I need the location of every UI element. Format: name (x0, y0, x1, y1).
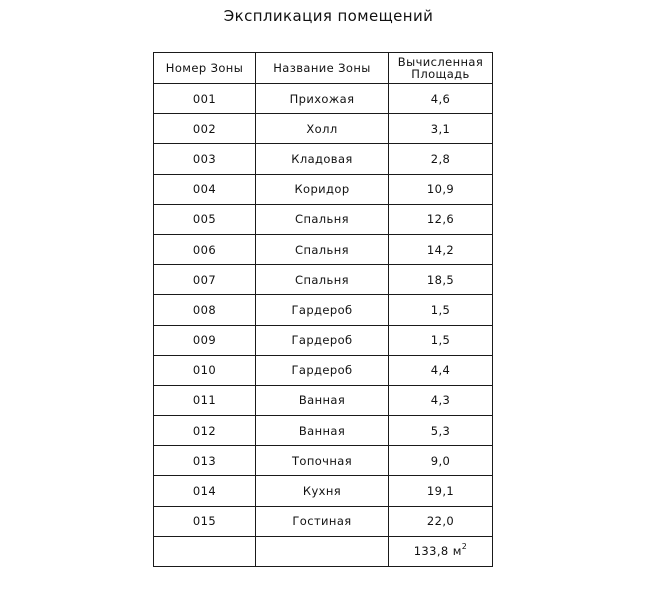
zone-number-cell: 003 (154, 144, 256, 174)
zone-number-cell: 014 (154, 476, 256, 506)
zone-area-cell: 4,6 (389, 84, 493, 114)
zone-area-cell: 9,0 (389, 446, 493, 476)
zone-name-cell: Спальня (256, 234, 389, 264)
zone-name-cell: Спальня (256, 265, 389, 295)
table-row (154, 114, 493, 144)
table-row (154, 265, 493, 295)
zone-number-cell: 013 (154, 446, 256, 476)
zone-number-cell: 004 (154, 174, 256, 204)
table-row (154, 476, 493, 506)
zone-area-cell: 4,4 (389, 355, 493, 385)
zone-area-cell: 19,1 (389, 476, 493, 506)
header-zone-number: Номер Зоны (154, 53, 256, 84)
zone-area-cell: 14,2 (389, 234, 493, 264)
zone-area-cell: 4,3 (389, 385, 493, 415)
table-row (154, 144, 493, 174)
zone-number-cell: 015 (154, 506, 256, 536)
zone-area-cell: 1,5 (389, 295, 493, 325)
zone-name-cell: Ванная (256, 416, 389, 446)
table-body (154, 84, 493, 537)
zone-area-cell: 12,6 (389, 204, 493, 234)
zone-area-cell: 18,5 (389, 265, 493, 295)
zone-name-cell: Кухня (256, 476, 389, 506)
zone-name-cell: Гардероб (256, 355, 389, 385)
rooms-table (153, 52, 493, 567)
total-row (154, 536, 493, 566)
header-area-line1: Вычисленная (397, 55, 484, 69)
zone-number-cell: 007 (154, 265, 256, 295)
zone-number-cell: 008 (154, 295, 256, 325)
header-zone-name: Название Зоны (256, 53, 389, 84)
total-number-cell (154, 536, 256, 566)
zone-number-cell: 001 (154, 84, 256, 114)
zone-name-cell: Гардероб (256, 295, 389, 325)
zone-area-cell: 2,8 (389, 144, 493, 174)
zone-name-cell: Холл (256, 114, 389, 144)
zone-number-cell: 005 (154, 204, 256, 234)
total-area-cell (389, 536, 493, 566)
zone-name-cell: Спальня (256, 204, 389, 234)
zone-name-cell: Коридор (256, 174, 389, 204)
zone-number-cell: 011 (154, 385, 256, 415)
zone-area-cell: 1,5 (389, 325, 493, 355)
table-row (154, 234, 493, 264)
zone-name-cell: Кладовая (256, 144, 389, 174)
header-area (389, 53, 493, 84)
zone-number-cell: 012 (154, 416, 256, 446)
header-area-line2: Площадь (411, 67, 470, 81)
zone-number-cell: 006 (154, 234, 256, 264)
table-row (154, 385, 493, 415)
total-name-cell (256, 536, 389, 566)
zone-area-cell: 3,1 (389, 114, 493, 144)
zone-name-cell: Ванная (256, 385, 389, 415)
zone-number-cell: 002 (154, 114, 256, 144)
zone-number-cell: 009 (154, 325, 256, 355)
table-row (154, 295, 493, 325)
zone-area-cell: 10,9 (389, 174, 493, 204)
total-area-unit-power: 2 (461, 542, 468, 552)
table-row (154, 446, 493, 476)
zone-name-cell: Гардероб (256, 325, 389, 355)
table-row (154, 84, 493, 114)
table-header-row (154, 53, 493, 84)
table-row (154, 506, 493, 536)
table-row (154, 355, 493, 385)
zone-name-cell: Топочная (256, 446, 389, 476)
table-row (154, 325, 493, 355)
table-row (154, 416, 493, 446)
total-area-value: 133,8 м (413, 544, 462, 559)
zone-name-cell: Гостиная (256, 506, 389, 536)
table-row (154, 174, 493, 204)
zone-area-cell: 5,3 (389, 416, 493, 446)
page-title: Экспликация помещений (223, 7, 434, 25)
table-row (154, 204, 493, 234)
zone-name-cell: Прихожая (256, 84, 389, 114)
zone-number-cell: 010 (154, 355, 256, 385)
zone-area-cell: 22,0 (389, 506, 493, 536)
